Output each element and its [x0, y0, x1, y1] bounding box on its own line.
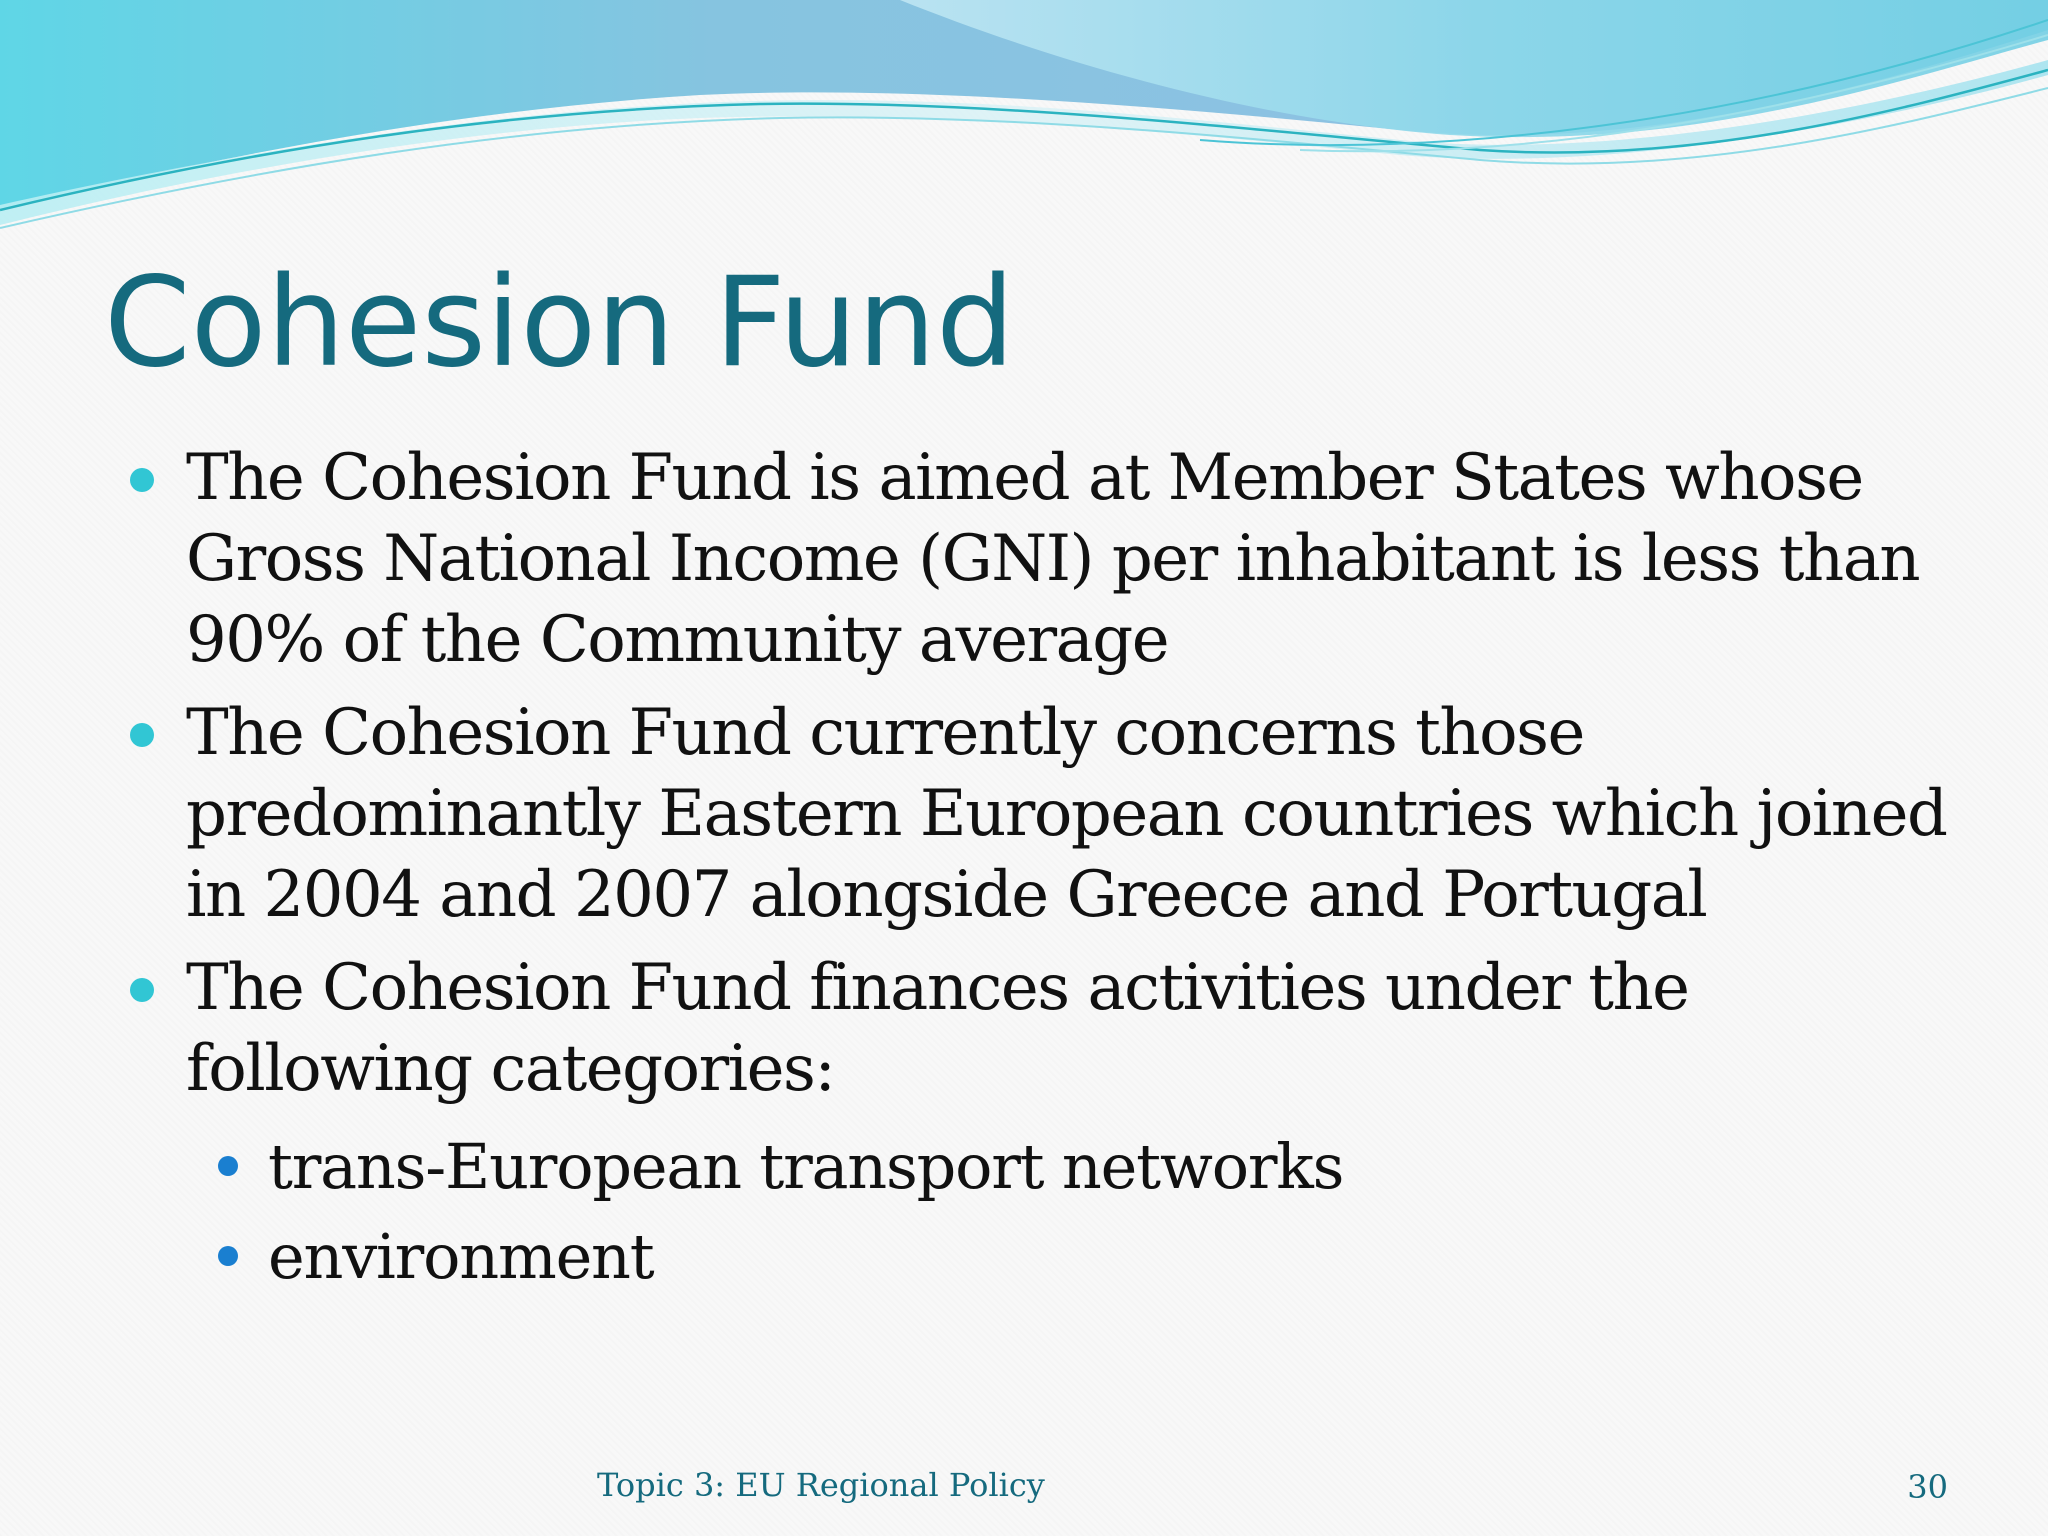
bullet-dot-icon	[130, 978, 154, 1002]
bullet-dot-icon	[130, 723, 154, 747]
bullet-text: The Cohesion Fund is aimed at Member States whose Gross National Income (GNI) per inhabitant is less than 90% of the Community average	[186, 441, 1920, 677]
header-wave-decoration	[0, 0, 2048, 240]
sub-bullet-item	[212, 1212, 1990, 1302]
sub-bullet-text: environment	[268, 1220, 654, 1293]
sub-bullet-list	[130, 1122, 1990, 1302]
page-number: 30	[1907, 1468, 1948, 1506]
bullet-dot-icon	[130, 468, 154, 492]
bullet-item	[130, 693, 1990, 936]
sub-bullet-dot-icon	[218, 1156, 238, 1176]
sub-bullet-item	[212, 1122, 1990, 1212]
sub-bullet-text: trans-European transport networks	[268, 1130, 1344, 1203]
slide-title: Cohesion Fund	[104, 251, 1015, 395]
footer-topic: Topic 3: EU Regional Policy	[597, 1466, 1045, 1504]
bullet-item	[130, 948, 1990, 1110]
bullet-list	[130, 438, 1990, 1302]
sub-bullet-dot-icon	[218, 1246, 238, 1266]
bullet-text: The Cohesion Fund currently concerns those predominantly Eastern European countries which joined in 2004 and 2007 alongside Greece and Portugal	[186, 696, 1947, 932]
bullet-item	[130, 438, 1990, 681]
bullet-text: The Cohesion Fund finances activities under the following categories:	[186, 951, 1689, 1106]
